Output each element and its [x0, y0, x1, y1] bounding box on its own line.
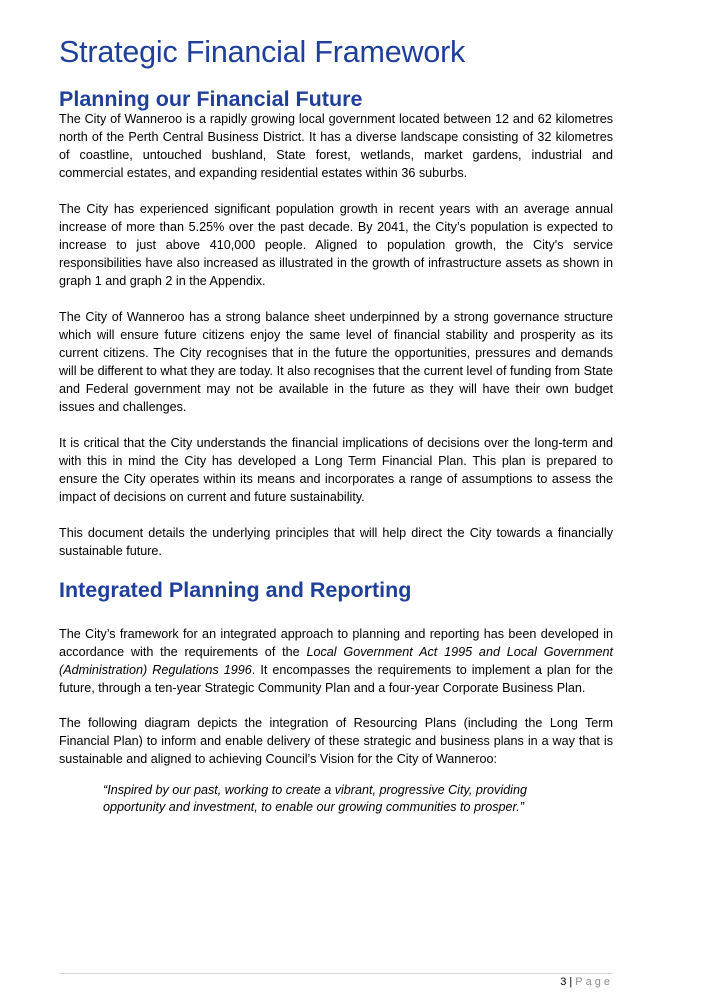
page-label: Page: [575, 976, 613, 988]
framework-text-after: . It encompasses the requirements to implement a plan for the future, through a ten-year Strategic Community Plan and a four-year Corporate Business Plan.: [59, 663, 613, 695]
vision-quote: “Inspired by our past, working to create a vibrant, progressive City, providing opportunity and investment, to enable our growing communities to prosper.”: [103, 783, 527, 814]
paragraph-diagram-intro: The following diagram depicts the integration of Resourcing Plans (including the Long Term Financial Plan) to inform and enable delivery of these strategic and business plans in a way that is sustainable and aligned to achieving Council’s Vision for the City of Wanneroo:: [59, 716, 613, 766]
page-footer: [560, 976, 613, 988]
paragraph-balance-sheet: The City of Wanneroo has a strong balance sheet underpinned by a strong governance structure which will ensure future citizens enjoy the same level of financial stability and prosperity as its current citizens. The City recognises that in the future the opportunities, pressures and demands will be different to what they are today. It also recognises that the current level of funding from State and Federal government may not be available in the future as they will have their own budget issues and challenges.: [59, 310, 613, 414]
page-number: 3: [560, 976, 567, 988]
paragraph-framework: [59, 625, 613, 697]
footer-divider: [59, 973, 613, 974]
framework-text-before: The City’s framework for an integrated approach to planning and reporting has been developed in accordance with the requirements of the: [59, 627, 613, 659]
footer-separator: |: [569, 976, 573, 988]
paragraph-city-overview: The City of Wanneroo is a rapidly growing local government located between 12 and 62 kilometres north of the Perth Central Business District. It has a diverse landscape consisting of 32 kilometres of coastline, untouched bushland, State forest, wetlands, market gardens, industrial and commercial estates, and expanding residential estates within 36 suburbs.: [59, 112, 613, 180]
paragraph-long-term-plan: It is critical that the City understands the financial implications of decisions over the long-term and with this in mind the City has developed a Long Term Financial Plan. This plan is prepared to ensure the City operates within its means and incorporates a range of assumptions to assess the impact of decisions on current and future sustainability.: [59, 436, 613, 504]
paragraph-document-purpose: This document details the underlying principles that will help direct the City towards a financially sustainable future.: [59, 526, 613, 558]
paragraph-population-growth: The City has experienced significant population growth in recent years with an average annual increase of more than 5.25% over the past decade. By 2041, the City’s population is expected to increase to just above 410,000 people. Aligned to population growth, the City's service responsibilities have also increased as illustrated in the growth of infrastructure assets as shown in graph 1 and graph 2 in the Appendix.: [59, 202, 613, 288]
document-page: [59, 30, 613, 816]
section-heading-integrated-planning: Integrated Planning and Reporting: [59, 578, 412, 602]
section-heading-financial-future: Planning our Financial Future: [59, 87, 363, 111]
page-title: Strategic Financial Framework: [59, 35, 466, 69]
legislation-reference: Local Government Act 1995 and Local Government (Administration) Regulations 1996: [59, 645, 614, 677]
